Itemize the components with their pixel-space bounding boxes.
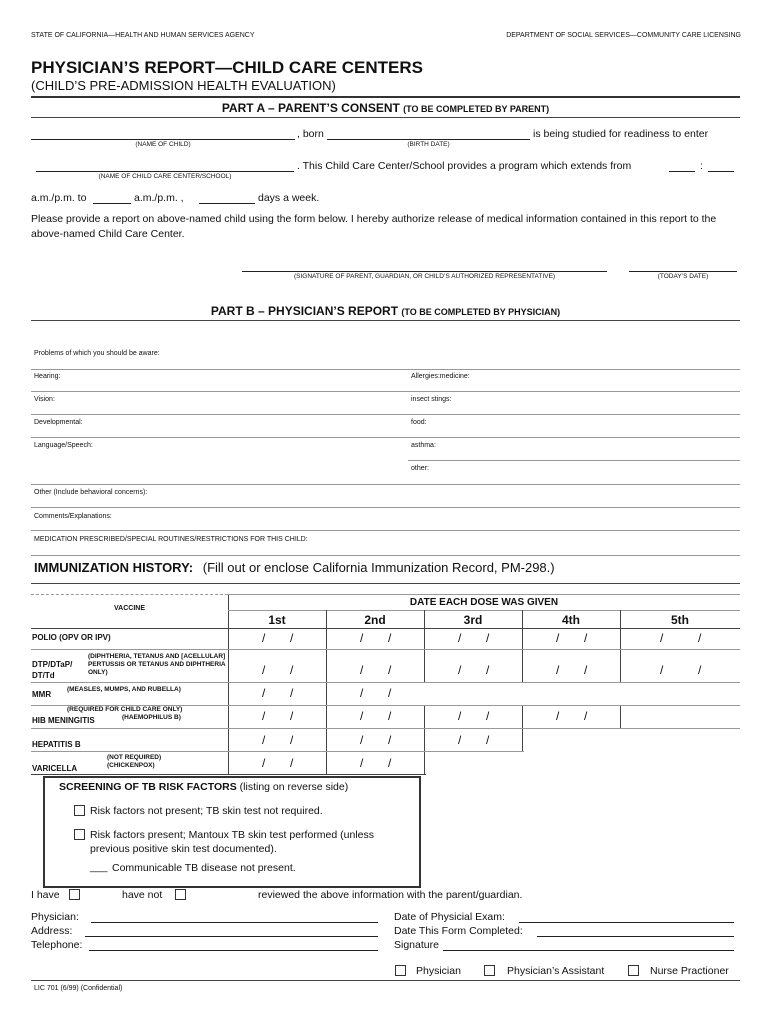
mmr-note: (MEASLES, MUMPS, AND RUBELLA) bbox=[67, 686, 181, 693]
address-field[interactable] bbox=[85, 936, 378, 937]
part-b-title: PART B – PHYSICIAN’S REPORT bbox=[210, 304, 399, 318]
date-slash[interactable]: / bbox=[388, 756, 392, 770]
tb-option2-label-b: previous positive skin test documented). bbox=[90, 843, 277, 855]
studied-text: is being studied for readiness to enter bbox=[533, 128, 709, 140]
date-slash[interactable]: / bbox=[388, 686, 392, 700]
date-slash[interactable]: / bbox=[388, 709, 392, 723]
form-id: LIC 701 (6/99) (Confidential) bbox=[34, 985, 123, 992]
days-week: days a week. bbox=[258, 192, 320, 204]
dtp-note: (DIPHTHERIA, TETANUS AND [ACELLULAR] PERTUSSIS OR TETANUS AND DIPHTHERIA ONLY) bbox=[88, 653, 226, 676]
vaccine-dtp-line1: DTP/DTaP/ bbox=[32, 660, 73, 669]
center-name-field[interactable] bbox=[36, 171, 294, 172]
program-text: . This Child Care Center/School provides a program which extends from bbox=[297, 160, 632, 172]
date-header-line bbox=[228, 610, 740, 611]
name-caption: (NAME OF CHILD) bbox=[135, 141, 191, 148]
hib-note-a: (REQUIRED FOR CHILD CARE ONLY) bbox=[67, 706, 183, 713]
dose-header-3rd: 3rd bbox=[463, 613, 483, 627]
birth-date-field[interactable] bbox=[327, 139, 530, 140]
signature-field[interactable] bbox=[443, 950, 734, 951]
date-slash[interactable]: / bbox=[290, 631, 294, 645]
date-slash[interactable]: / bbox=[486, 663, 490, 677]
consent-paragraph: Please provide a report on above-named child using the form below. I hereby authorize release of medical information contained in this report to the above-named Child Care Center. bbox=[31, 213, 717, 240]
date-slash[interactable]: / bbox=[486, 709, 490, 723]
date-slash[interactable]: / bbox=[262, 686, 266, 700]
developmental-line[interactable] bbox=[31, 437, 740, 438]
date-slash[interactable]: / bbox=[360, 631, 364, 645]
tb-option2-label-a: Risk factors present; Mantoux TB skin test performed (unless bbox=[90, 829, 375, 841]
row-line bbox=[31, 751, 524, 752]
page-subtitle: (CHILD’S PRE-ADMISSION HEALTH EVALUATION) bbox=[31, 78, 336, 93]
physician-label: Physician: bbox=[31, 911, 79, 923]
date-slash[interactable]: / bbox=[360, 756, 364, 770]
dose-header-1st: 1st bbox=[268, 613, 286, 627]
row-line bbox=[31, 682, 740, 683]
dose-divider bbox=[424, 610, 425, 682]
date-slash[interactable]: / bbox=[290, 663, 294, 677]
part-b-note: (TO BE COMPLETED BY PHYSICIAN) bbox=[401, 307, 561, 317]
asthma-line[interactable] bbox=[408, 460, 740, 461]
row-line bbox=[31, 728, 740, 729]
child-name-field[interactable] bbox=[31, 139, 295, 140]
part-a-note: (TO BE COMPLETED BY PARENT) bbox=[403, 104, 550, 114]
have-not-label: have not bbox=[122, 889, 163, 901]
varicella-note-a: (NOT REQUIRED) bbox=[107, 754, 162, 761]
role-physician-checkbox[interactable] bbox=[395, 965, 406, 976]
tb-option3-label: Communicable TB disease not present. bbox=[112, 862, 296, 874]
page-title: PHYSICIAN’S REPORT—CHILD CARE CENTERS bbox=[31, 58, 423, 77]
date-slash[interactable]: / bbox=[388, 663, 392, 677]
varicella-note-b: (CHICKENPOX) bbox=[107, 762, 155, 769]
date-slash[interactable]: / bbox=[486, 631, 490, 645]
exam-date-label: Date of Physicial Exam: bbox=[394, 911, 505, 923]
vaccine-hepb: HEPATITIS B bbox=[32, 740, 81, 749]
tb-option2-checkbox[interactable] bbox=[74, 829, 85, 840]
date-slash[interactable]: / bbox=[388, 631, 392, 645]
vaccine-polio: POLIO (OPV OR IPV) bbox=[32, 633, 111, 642]
tb-option3-blank[interactable]: ___ bbox=[90, 861, 108, 873]
row-line bbox=[31, 649, 740, 650]
date-slash[interactable]: / bbox=[262, 756, 266, 770]
completed-date-label: Date This Form Completed: bbox=[394, 925, 523, 937]
language-line[interactable] bbox=[31, 484, 740, 485]
developmental-label: Developmental: bbox=[34, 419, 83, 426]
date-slash[interactable]: / bbox=[458, 709, 462, 723]
vaccine-hib: HIB MENINGITIS bbox=[32, 716, 95, 725]
allergies-medicine-label: Allergies:medicine: bbox=[411, 373, 470, 380]
date-header: DATE EACH DOSE WAS GIVEN bbox=[409, 597, 559, 608]
tb-heading bbox=[59, 781, 348, 793]
part-a-heading bbox=[31, 101, 740, 115]
other-allergy-label: other: bbox=[411, 465, 429, 472]
vaccine-dtp-line2: DT/Td bbox=[32, 671, 55, 680]
tb-option1-checkbox[interactable] bbox=[74, 805, 85, 816]
date-slash[interactable]: / bbox=[660, 663, 664, 677]
date-slash[interactable]: / bbox=[360, 663, 364, 677]
date-slash[interactable]: / bbox=[360, 709, 364, 723]
other-behavioral-label: Other (Include behavioral concerns): bbox=[34, 489, 148, 496]
dose-divider bbox=[620, 705, 621, 728]
dose-header-5th: 5th bbox=[671, 613, 689, 627]
address-label: Address: bbox=[31, 925, 73, 937]
have-not-checkbox[interactable] bbox=[175, 889, 186, 900]
medication-line[interactable] bbox=[31, 555, 740, 556]
role-physician-label: Physician bbox=[416, 965, 461, 977]
date-slash[interactable]: / bbox=[360, 733, 364, 747]
date-slash[interactable]: / bbox=[262, 709, 266, 723]
telephone-field[interactable] bbox=[89, 950, 378, 951]
asthma-label: asthma: bbox=[411, 442, 436, 449]
immunization-heading bbox=[34, 560, 555, 575]
agency-left: STATE OF CALIFORNIA—HEALTH AND HUMAN SERVICES AGENCY bbox=[31, 32, 255, 39]
date-slash[interactable]: / bbox=[698, 631, 702, 645]
date-slash[interactable]: / bbox=[262, 733, 266, 747]
divider bbox=[31, 320, 740, 321]
i-have-checkbox[interactable] bbox=[69, 889, 80, 900]
vision-label: Vision: bbox=[34, 396, 55, 403]
immunization-instruction: (Fill out or enclose California Immunization Record, PM-298.) bbox=[202, 560, 555, 575]
problems-label: Problems of which you should be aware: bbox=[34, 350, 160, 357]
date-caption: (TODAY’S DATE) bbox=[657, 273, 709, 280]
immunization-title: IMMUNIZATION HISTORY: bbox=[34, 560, 194, 575]
birth-caption: (BIRTH DATE) bbox=[407, 141, 450, 148]
days-field[interactable] bbox=[199, 203, 255, 204]
tb-title-note: (listing on reverse side) bbox=[239, 781, 349, 793]
medication-label: MEDICATION PRESCRIBED/SPECIAL ROUTINES/RESTRICTIONS FOR THIS CHILD: bbox=[34, 536, 308, 543]
comments-line[interactable] bbox=[31, 530, 740, 531]
completed-date-field[interactable] bbox=[537, 936, 734, 937]
date-slash[interactable]: / bbox=[262, 631, 266, 645]
footer-divider bbox=[31, 980, 740, 981]
vision-line[interactable] bbox=[31, 414, 740, 415]
date-slash[interactable]: / bbox=[290, 686, 294, 700]
tb-option1-label: Risk factors not present; TB skin test not required. bbox=[90, 805, 323, 817]
time-hour-field[interactable] bbox=[669, 171, 695, 172]
date-slash[interactable]: / bbox=[388, 733, 392, 747]
row-line bbox=[31, 628, 740, 629]
problems-line[interactable] bbox=[31, 369, 740, 370]
role-assistant-label: Physician’s Assistant bbox=[507, 965, 605, 977]
dose-divider bbox=[620, 610, 621, 682]
comments-label: Comments/Explanations: bbox=[34, 513, 112, 520]
tb-title: SCREENING OF TB RISK FACTORS bbox=[59, 781, 237, 793]
food-label: food: bbox=[411, 419, 427, 426]
divider bbox=[31, 96, 740, 98]
date-slash[interactable]: / bbox=[486, 733, 490, 747]
date-slash[interactable]: / bbox=[458, 733, 462, 747]
vaccine-varicella: VARICELLA bbox=[32, 764, 78, 773]
divider bbox=[31, 117, 740, 118]
born-label: , born bbox=[297, 128, 324, 140]
date-slash[interactable]: / bbox=[458, 663, 462, 677]
parent-signature-field[interactable] bbox=[242, 271, 607, 272]
table-top bbox=[228, 594, 740, 595]
part-a-title: PART A – PARENT’S CONSENT bbox=[221, 101, 400, 115]
dose-header-4th: 4th bbox=[562, 613, 580, 627]
telephone-label: Telephone: bbox=[31, 939, 83, 951]
date-slash[interactable]: / bbox=[290, 709, 294, 723]
vaccine-header: VACCINE bbox=[114, 605, 145, 612]
dose-header-2nd: 2nd bbox=[364, 613, 386, 627]
insect-label: insect stings: bbox=[411, 396, 452, 403]
date-slash[interactable]: / bbox=[556, 663, 560, 677]
ampm-to: a.m./p.m. to bbox=[31, 192, 87, 204]
agency-right: DEPARTMENT OF SOCIAL SERVICES—COMMUNITY CARE LICENSING bbox=[506, 32, 741, 39]
i-have-label: I have bbox=[31, 889, 60, 901]
ampm-comma: a.m./p.m. , bbox=[134, 192, 184, 204]
date-slash[interactable]: / bbox=[584, 709, 588, 723]
date-slash[interactable]: / bbox=[262, 663, 266, 677]
time-colon: : bbox=[700, 160, 703, 172]
dose-divider bbox=[326, 610, 327, 774]
exam-date-field[interactable] bbox=[519, 922, 734, 923]
role-nurse-label: Nurse Practioner bbox=[650, 965, 729, 977]
other-line[interactable] bbox=[31, 507, 740, 508]
signature-caption: (SIGNATURE OF PARENT, GUARDIAN, OR CHILD’S AUTHORIZED REPRESENTATIVE) bbox=[294, 273, 555, 280]
date-slash[interactable]: / bbox=[290, 756, 294, 770]
hearing-line[interactable] bbox=[31, 391, 740, 392]
divider bbox=[31, 583, 740, 584]
row-line bbox=[31, 774, 426, 775]
part-b-heading bbox=[31, 304, 740, 318]
today-date-field[interactable] bbox=[629, 271, 737, 272]
date-slash[interactable]: / bbox=[584, 631, 588, 645]
date-slash[interactable]: / bbox=[556, 709, 560, 723]
dose-divider bbox=[522, 610, 523, 682]
date-slash[interactable]: / bbox=[584, 663, 588, 677]
physician-field[interactable] bbox=[91, 922, 378, 923]
center-caption: (NAME OF CHILD CARE CENTER/SCHOOL) bbox=[98, 173, 232, 180]
date-slash[interactable]: / bbox=[360, 686, 364, 700]
reviewed-text: reviewed the above information with the parent/guardian. bbox=[258, 889, 523, 901]
date-slash[interactable]: / bbox=[698, 663, 702, 677]
date-slash[interactable]: / bbox=[290, 733, 294, 747]
signature-label: Signature bbox=[394, 939, 439, 951]
hib-note-b: (HAEMOPHILUS B) bbox=[122, 714, 181, 721]
end-time-field[interactable] bbox=[93, 203, 131, 204]
role-assistant-checkbox[interactable] bbox=[484, 965, 495, 976]
table-top-left bbox=[31, 594, 228, 595]
role-nurse-checkbox[interactable] bbox=[628, 965, 639, 976]
dose-divider bbox=[424, 705, 425, 774]
vaccine-mmr: MMR bbox=[32, 690, 52, 699]
language-label: Language/Speech: bbox=[34, 442, 93, 449]
date-slash[interactable]: / bbox=[660, 631, 664, 645]
time-minute-field[interactable] bbox=[708, 171, 734, 172]
hearing-label: Hearing: bbox=[34, 373, 61, 380]
date-slash[interactable]: / bbox=[556, 631, 560, 645]
vaccine-dtp bbox=[32, 659, 72, 681]
date-slash[interactable]: / bbox=[458, 631, 462, 645]
